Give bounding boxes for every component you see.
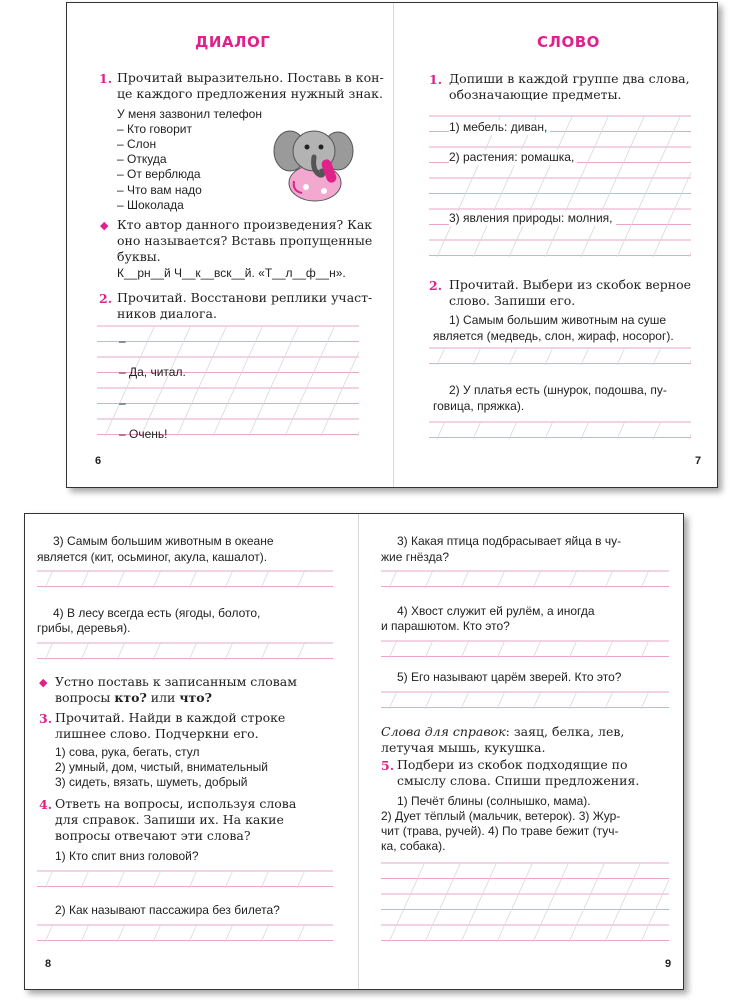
slant-guide-line: [117, 870, 125, 888]
slant-guide-line: [437, 347, 445, 365]
writing-lines: [37, 870, 333, 888]
writing-lines: [429, 347, 691, 365]
writing-lines: [37, 570, 333, 588]
task-text: оно называется? Вставь пропущенные: [117, 233, 373, 248]
slant-guide-line: [617, 115, 681, 257]
slant-guide-line: [497, 862, 533, 942]
slant-guide-line: [425, 691, 433, 709]
task-text: для справок. Запиши их. На какие: [55, 812, 284, 827]
slant-guide-line: [153, 924, 161, 942]
page-number: 9: [665, 958, 672, 970]
slant-guide-line: [117, 570, 125, 588]
slant-guide-line: [81, 870, 89, 888]
slant-guide-line: [81, 924, 89, 942]
task-text: Прочитай. Выбери из скобок верное: [449, 277, 692, 292]
slant-guide-line: [689, 115, 691, 257]
task-text: вопросы кто? или что?: [55, 690, 212, 705]
question-text: 1) Кто спит вниз головой?: [55, 849, 199, 863]
slant-guide-line: [689, 421, 691, 439]
slant-guide-line: [569, 862, 605, 942]
task-text: вопросы отвечают эти слова?: [55, 828, 251, 843]
writing-lines: [429, 115, 691, 257]
slant-guide-line: [225, 642, 233, 660]
slant-guide-line: [461, 691, 469, 709]
word-group: 2) растения: ромашка,: [449, 150, 577, 165]
slant-guide-line: [261, 924, 269, 942]
question-text: 3) Какая птица подбрасывает яйца в чу-: [397, 534, 622, 548]
slant-guide-line: [581, 347, 589, 365]
slant-guide-line: [569, 640, 577, 658]
slant-guide-line: [545, 115, 609, 257]
question-text: жие гнёзда?: [381, 550, 450, 564]
slant-guide-line: [45, 570, 53, 588]
writing-lines: [37, 642, 333, 660]
dialog-line: – Да, читал.: [119, 365, 186, 379]
page-number: 6: [95, 455, 102, 467]
task-text: смыслу слова. Спиши предложения.: [397, 773, 640, 788]
task-number: 1.: [429, 72, 443, 87]
writing-lines: [97, 325, 359, 436]
slant-guide-line: [261, 570, 269, 588]
dialog-line: –: [119, 396, 126, 410]
task-text: Допиши в каждой группе два слова,: [449, 71, 690, 86]
page-8: [25, 514, 352, 989]
writing-lines: [381, 570, 669, 588]
slant-guide-line: [461, 570, 469, 588]
writing-lines: [381, 862, 669, 942]
slant-guide-line: [225, 870, 233, 888]
dialog-line: – Очень!: [119, 427, 168, 441]
sentence-text: 4) В лесу всегда есть (ягоды, болото,: [53, 606, 261, 620]
slant-guide-line: [473, 115, 537, 257]
sentence-text: чит (трава, ручей). 4) По траве бежит (туч-: [381, 824, 619, 838]
slant-guide-line: [605, 862, 641, 942]
task-text: Прочитай. Восстанови реплики участ-: [117, 290, 373, 305]
slant-guide-line: [605, 570, 613, 588]
task-text: це каждого предложения нужный знак.: [117, 86, 383, 101]
slant-guide-line: [473, 421, 481, 439]
slant-guide-line: [261, 870, 269, 888]
slant-guide-line: [225, 924, 233, 942]
writing-lines: [381, 691, 669, 709]
task-number: 2.: [99, 291, 113, 306]
writing-lines: [37, 924, 333, 942]
diamond-bullet-icon: ◆: [100, 220, 109, 232]
dialog-line: –: [119, 334, 126, 348]
page-number: 7: [695, 455, 702, 467]
page-gutter: [393, 3, 394, 487]
slant-guide-line: [153, 570, 161, 588]
slant-guide-line: [389, 862, 425, 942]
slant-guide-line: [45, 642, 53, 660]
task-number: 3.: [39, 711, 53, 726]
slant-guide-line: [581, 421, 589, 439]
word-group: 1) мебель: диван,: [449, 120, 550, 135]
page-7: [397, 3, 717, 487]
slant-guide-line: [533, 570, 541, 588]
poem-line: – Откуда: [117, 152, 167, 166]
slant-guide-line: [533, 691, 541, 709]
sentence-text: грибы, деревья).: [37, 621, 131, 635]
slant-guide-line: [189, 642, 197, 660]
sentence-text: 1) Самым большим животным на суше: [449, 313, 667, 327]
slant-guide-line: [641, 640, 649, 658]
slant-guide-line: [117, 924, 125, 942]
word-row: 1) сова, рука, бегать, стул: [55, 745, 200, 759]
slant-guide-line: [437, 115, 501, 257]
slant-guide-line: [81, 642, 89, 660]
slant-guide-line: [509, 115, 573, 257]
slant-guide-line: [297, 570, 305, 588]
slant-guide-line: [497, 570, 505, 588]
poem-line: – Что вам надо: [117, 183, 202, 197]
slant-guide-line: [437, 421, 445, 439]
diamond-bullet-icon: ◆: [39, 677, 48, 689]
page-title: ДИАЛОГ: [195, 33, 271, 51]
slant-guide-line: [153, 642, 161, 660]
reference-label: Слова для справок: [381, 724, 506, 739]
slant-guide-line: [605, 640, 613, 658]
slant-guide-line: [497, 691, 505, 709]
slant-guide-line: [653, 347, 661, 365]
slant-guide-line: [189, 570, 197, 588]
task-text: Прочитай выразительно. Поставь в кон-: [117, 70, 384, 85]
slant-guide-line: [641, 862, 669, 942]
elephant-phone-illustration: [272, 121, 358, 203]
slant-guide-line: [569, 570, 577, 588]
slant-guide-line: [81, 570, 89, 588]
task-text: Прочитай. Найди в каждой строке: [55, 710, 286, 725]
slant-guide-line: [389, 640, 397, 658]
slant-guide-line: [533, 862, 569, 942]
poem-line: – Слон: [117, 137, 157, 151]
slant-guide-line: [569, 691, 577, 709]
slant-guide-line: [297, 924, 305, 942]
sentence-text: говица, пряжка).: [433, 399, 525, 413]
sentence-text: является (кит, осьминог, акула, кашалот).: [37, 550, 268, 564]
page-6: [67, 3, 390, 487]
slant-guide-line: [425, 640, 433, 658]
task-text: Подбери из скобок подходящие по: [397, 757, 628, 772]
book-spread-pages-6-7: [66, 2, 718, 488]
task-number: 1.: [99, 71, 113, 86]
sentence-text: 3) Самым большим животным в океане: [53, 534, 274, 548]
task-number: 4.: [39, 797, 53, 812]
word-group: 3) явления природы: молния,: [449, 211, 616, 226]
slant-guide-line: [189, 924, 197, 942]
question-text: и парашютом. Кто это?: [381, 619, 510, 633]
task-text: буквы.: [117, 249, 161, 264]
task-text: слово. Запиши его.: [449, 293, 576, 308]
sentence-text: 2) У платья есть (шнурок, подошва, пу-: [449, 383, 667, 397]
page-gutter: [358, 514, 359, 989]
slant-guide-line: [297, 642, 305, 660]
slant-guide-line: [473, 347, 481, 365]
slant-guide-line: [297, 870, 305, 888]
task-text: лишнее слово. Подчеркни его.: [55, 726, 259, 741]
sentence-text: является (медведь, слон, жираф, носорог).: [433, 329, 674, 343]
task-text: ников диалога.: [117, 306, 217, 321]
slant-guide-line: [509, 347, 517, 365]
page-title: СЛОВО: [537, 33, 600, 51]
task-text: Ответь на вопросы, используя слова: [55, 796, 297, 811]
slant-guide-line: [617, 421, 625, 439]
writing-lines: [381, 640, 669, 658]
slant-guide-line: [689, 347, 691, 365]
task-number: 5.: [381, 758, 395, 773]
poem-line: – От верблюда: [117, 167, 201, 181]
slant-guide-line: [545, 347, 553, 365]
poem-line: У меня зазвонил телефон: [117, 107, 262, 121]
task-text: Устно поставь к записанным словам: [55, 674, 297, 689]
slant-guide-line: [225, 570, 233, 588]
slant-guide-line: [497, 640, 505, 658]
poem-line: – Шоколада: [117, 198, 184, 212]
book-spread-pages-8-9: [24, 513, 684, 990]
slant-guide-line: [45, 924, 53, 942]
task-text: Кто автор данного произведения? Как: [117, 217, 373, 232]
slant-guide-line: [153, 870, 161, 888]
slant-guide-line: [45, 870, 53, 888]
slant-guide-line: [533, 640, 541, 658]
question-text: 5) Его называют царём зверей. Кто это?: [397, 670, 622, 684]
slant-guide-line: [425, 862, 461, 942]
slant-guide-line: [389, 570, 397, 588]
fill-letters-line: К__рн__й Ч__к__вск__й. «Т__л__ф__н».: [117, 266, 346, 280]
writing-lines: [429, 421, 691, 439]
page-9: [365, 514, 683, 989]
page-number: 8: [45, 958, 52, 970]
slant-guide-line: [425, 570, 433, 588]
slant-guide-line: [653, 115, 691, 257]
slant-guide-line: [261, 642, 269, 660]
slant-guide-line: [581, 115, 645, 257]
slant-guide-line: [653, 421, 661, 439]
reference-words: Слова для справок: заяц, белка, лев,: [381, 724, 625, 739]
task-text: обозначающие предметы.: [449, 87, 622, 102]
word-row: 3) сидеть, вязать, шуметь, добрый: [55, 775, 248, 789]
slant-guide-line: [617, 347, 625, 365]
sentence-text: 1) Печёт блины (солнышко, мама).: [397, 794, 591, 808]
sentence-text: 2) Дует тёплый (мальчик, ветерок). 3) Жур-: [381, 809, 621, 823]
slant-guide-line: [605, 691, 613, 709]
slant-guide-line: [461, 862, 497, 942]
task-number: 2.: [429, 278, 443, 293]
reference-words: летучая мышь, кукушка.: [381, 740, 546, 755]
slant-guide-line: [389, 691, 397, 709]
slant-guide-line: [189, 870, 197, 888]
slant-guide-line: [641, 691, 649, 709]
slant-guide-line: [509, 421, 517, 439]
slant-guide-line: [641, 570, 649, 588]
question-text: 4) Хвост служит ей рулём, а иногда: [397, 604, 595, 618]
poem-line: – Кто говорит: [117, 122, 192, 136]
slant-guide-line: [545, 421, 553, 439]
sentence-text: ка, собака).: [381, 839, 446, 853]
question-text: 2) Как называют пассажира без билета?: [55, 903, 280, 917]
word-row: 2) умный, дом, чистый, внимательный: [55, 760, 268, 774]
slant-guide-line: [117, 642, 125, 660]
slant-guide-line: [461, 640, 469, 658]
